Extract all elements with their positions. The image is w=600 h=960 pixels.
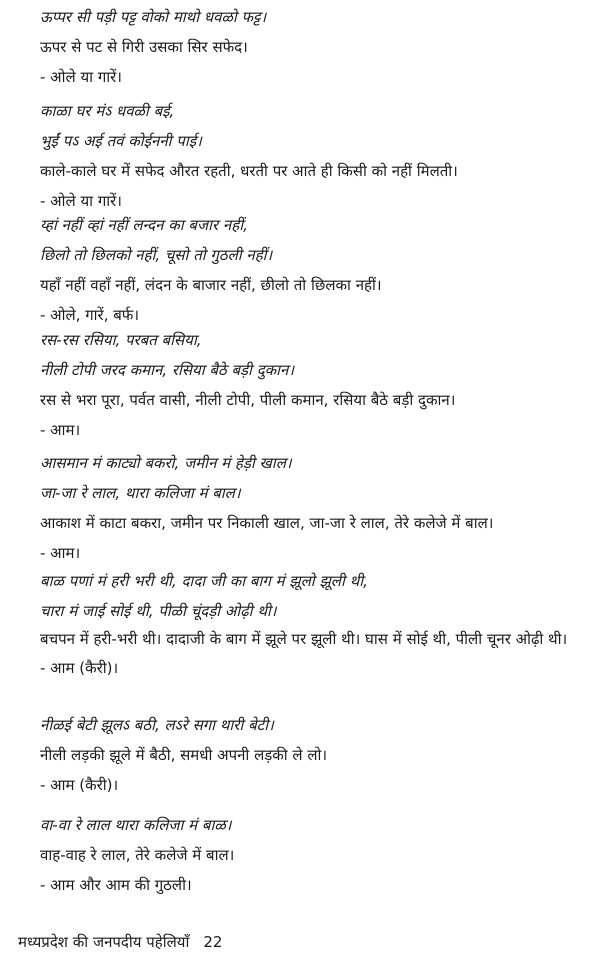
riddle-dialect-line: बाळ पणां मं हरी भरी थी, दादा जी का बाग मं झूलो झूली थी, [40,572,368,590]
riddle-translation-line: नीली लड़की झूले में बैठी, समधी अपनी लड़की ले लो। [40,746,328,764]
riddle-dialect-line: छिलो तो छिलको नहीं, चूसो तो गुठली नहीं। [40,246,273,264]
riddle-6 [40,566,582,683]
riddle-dialect-line: ऊप्पर सी पड़ी पट्ट वोको माथो धवळो फट्ट। [40,8,267,26]
riddle-5 [40,448,582,568]
riddle-answer: - आम और आम की गुठली। [40,876,192,894]
riddle-translation-line: बचपन में हरी-भरी थी। दादाजी के बाग में झूले पर झूली थी। घास में सोई थी, पीली चूनर ओढ़ी थी। [40,630,568,648]
page-footer [18,930,222,954]
riddle-translation-line: आकाश में काटा बकरा, जमीन पर निकाली खाल, जा-जा रे लाल, तेरे कलेजे में बाल। [40,514,494,532]
riddle-answer: - ओले, गारें, बर्फ। [40,306,140,324]
riddle-dialect-line: आसमान मं काट्यो बकरो, जमीन मं हेड़ी खाल। [40,454,292,472]
page-number: 22 [203,933,223,951]
riddle-dialect-line: वा-वा रे लाल थारा कलिजा मं बाळ। [40,816,232,834]
riddle-dialect-line: य्हां नहीं व्हां नहीं लन्दन का बजार नहीं, [40,216,248,234]
riddle-4 [40,325,582,445]
riddle-dialect-line: जा-जा रे लाल, थारा कलिजा मं बाल। [40,484,241,502]
riddle-dialect-line: रस-रस रसिया, परबत बसिया, [40,331,202,349]
riddle-translation-line: ऊपर से पट से गिरी उसका सिर सफेद। [40,38,248,56]
riddle-dialect-line: काळा घर मंऽ धवळी बई, [40,102,175,120]
riddle-8 [40,810,582,900]
riddle-3 [40,210,582,330]
riddle-answer: - आम। [40,544,81,562]
riddle-7 [40,710,582,800]
riddle-answer: - ओले या गारें। [40,68,122,86]
riddle-dialect-line: नीळई बेटी झूलऽ बठी, लऽरे सगा थारी बेटी। [40,716,274,734]
riddle-translation-line: यहाँ नहीं वहाँ नहीं, लंदन के बाजार नहीं, छीलो तो छिलका नहीं। [40,276,382,294]
riddle-translation-line: रस से भरा पूरा, पर्वत वासी, नीली टोपी, पीली कमान, रसिया बैठे बड़ी दुकान। [40,391,456,409]
riddle-answer: - आम (कैरी)। [40,776,119,794]
riddle-dialect-line: भुईं पऽ अई तवं कोईननी पाई। [40,132,202,150]
riddle-1 [40,2,582,92]
riddle-translation-line: काले-काले घर में सफेद औरत रहती, धरती पर आते ही किसी को नहीं मिलती। [40,162,458,180]
riddle-answer: - ओले या गारें। [40,192,122,210]
riddle-answer: - आम। [40,421,81,439]
riddle-answer: - आम (कैरी)। [40,659,119,677]
riddle-dialect-line: चारा मं जाई सोई थी, पीळी चूंदड़ी ओढ़ी थी। [40,602,277,620]
riddle-2 [40,96,582,216]
book-title: मध्यप्रदेश की जनपदीय पहेलियाँ [18,933,190,951]
riddle-translation-line: वाह-वाह रे लाल, तेरे कलेजे में बाल। [40,846,235,864]
riddle-dialect-line: नीली टोपी जरद कमान, रसिया बैठे बड़ी दुकान। [40,361,295,379]
